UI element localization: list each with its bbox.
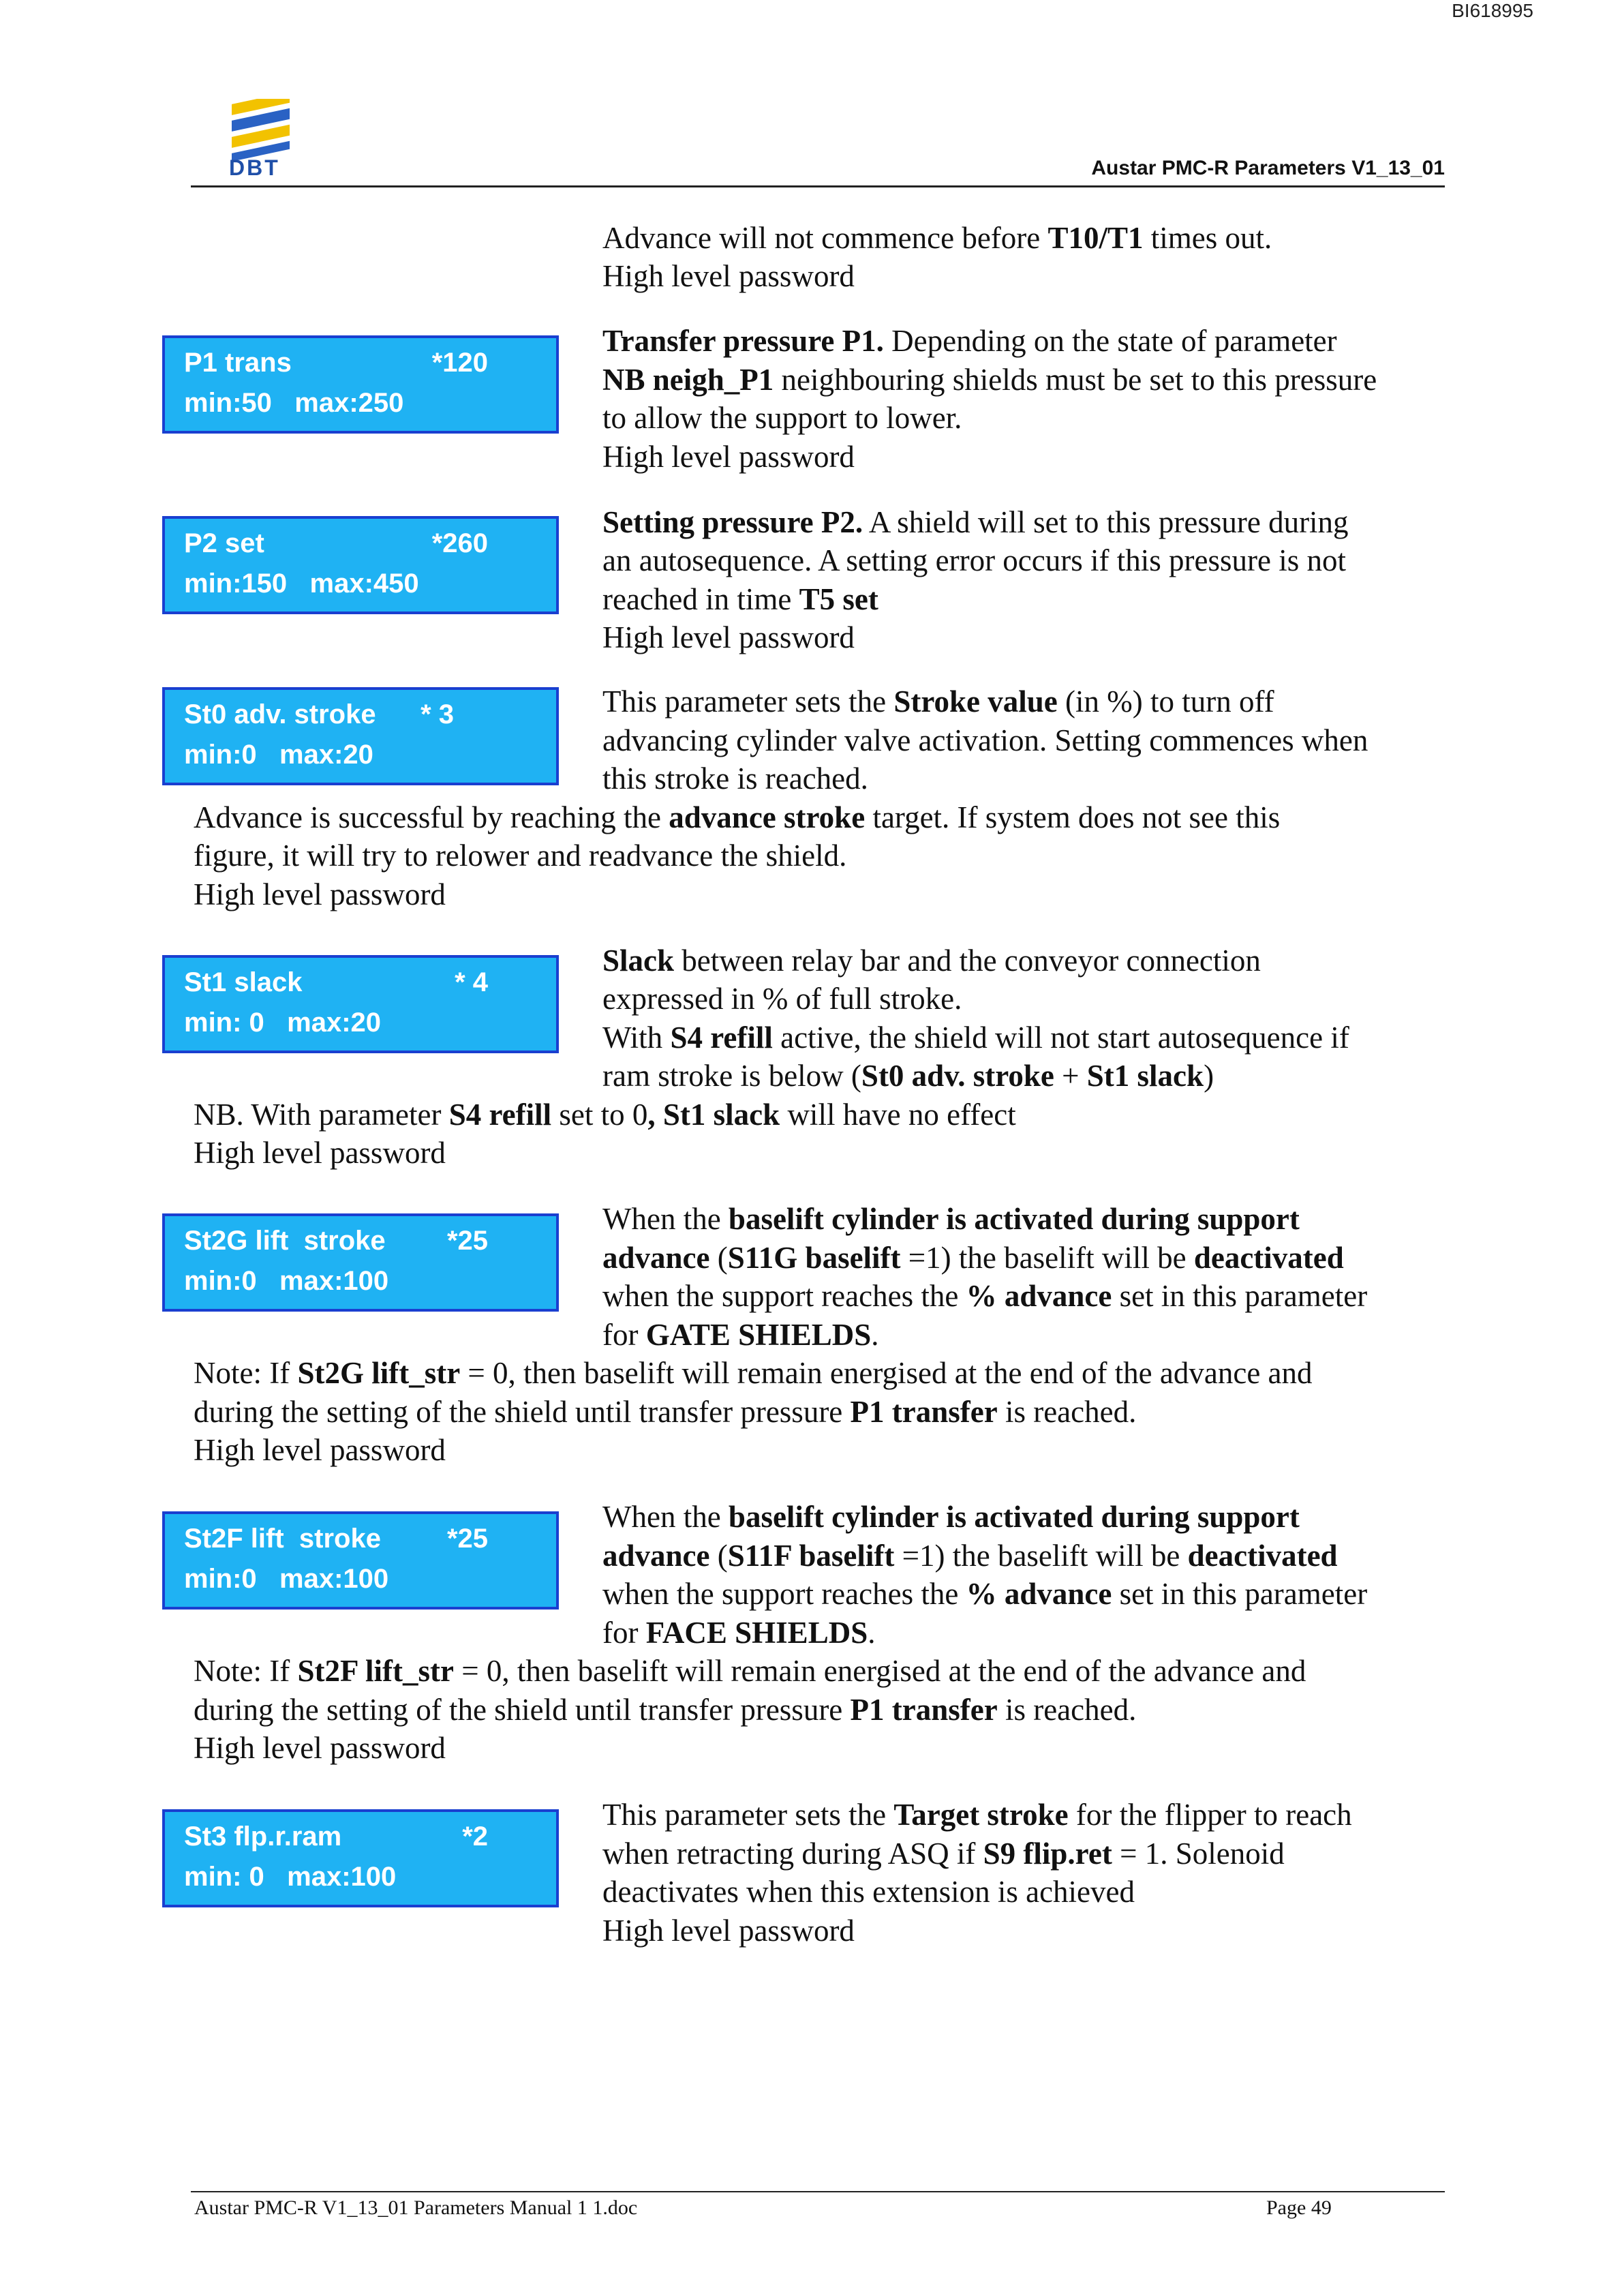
- param-value: *25: [446, 1226, 488, 1256]
- param-name: St1 slack: [184, 967, 303, 997]
- intro-password: High level password: [602, 259, 855, 293]
- param-value: *260: [431, 528, 488, 558]
- param-name: St2G lift stroke: [184, 1226, 386, 1256]
- param-range: min:50 max:250: [184, 388, 404, 418]
- st2f-note-line1: Note: If St2F lift_str = 0, then baselift will remain energised at the end of the advance and: [194, 1654, 1306, 1688]
- document-id: BI618995: [1452, 0, 1533, 21]
- header-title: Austar PMC-R Parameters V1_13_01: [1091, 157, 1445, 179]
- p2-desc-line1: Setting pressure P2. A shield will set to this pressure during: [602, 505, 1349, 539]
- st0-password: High level password: [194, 877, 446, 911]
- param-range: min:150 max:450: [184, 569, 419, 599]
- st2g-password: High level password: [194, 1433, 446, 1467]
- st2g-note-line2: during the setting of the shield until transfer pressure P1 transfer is reached.: [194, 1395, 1137, 1429]
- param-name: St2F lift stroke: [184, 1524, 381, 1554]
- logo-text: DBT: [229, 155, 280, 180]
- param-range: min:0 max:20: [184, 740, 373, 770]
- param-box-p1-trans: [162, 335, 559, 434]
- p1-desc-line2: NB neigh_P1 neighbouring shields must be set to this pressure: [602, 363, 1377, 397]
- p2-password: High level password: [602, 620, 855, 654]
- st3-desc-line1: This parameter sets the Target stroke for the flipper to reach: [602, 1798, 1352, 1832]
- param-value: *25: [446, 1524, 488, 1554]
- param-box-p2-set: [162, 516, 559, 614]
- page-number: Page 49: [1266, 2196, 1332, 2219]
- st0-full-line2: figure, it will try to relower and readvance the shield.: [194, 839, 847, 873]
- st2f-desc-line2: advance (S11F baselift =1) the baselift will be deactivated: [602, 1539, 1338, 1573]
- param-range: min: 0 max:100: [184, 1862, 397, 1892]
- param-range: min: 0 max:20: [184, 1008, 382, 1038]
- st2g-desc-line1: When the baselift cylinder is activated during support: [602, 1202, 1300, 1236]
- p1-desc-line1: Transfer pressure P1. Depending on the state of parameter: [602, 324, 1337, 358]
- param-name: St0 adv. stroke: [184, 699, 376, 729]
- param-value: *120: [431, 348, 488, 378]
- param-value: * 4: [455, 967, 488, 997]
- param-name: P2 set: [184, 528, 264, 558]
- st0-desc-line2: advancing cylinder valve activation. Setting commences when: [602, 723, 1368, 757]
- p2-desc-line2: an autosequence. A setting error occurs if this pressure is not: [602, 543, 1346, 577]
- header-divider: [191, 185, 1445, 187]
- p2-desc-line3: reached in time T5 set: [602, 582, 878, 616]
- param-range: min:0 max:100: [184, 1564, 389, 1594]
- p1-desc-line3: to allow the support to lower.: [602, 401, 962, 435]
- param-name: St3 flp.r.ram: [184, 1822, 342, 1852]
- param-box-st2f-lift-stroke: [162, 1511, 559, 1610]
- param-value: * 3: [420, 699, 454, 729]
- st2g-desc-line4: for GATE SHIELDS.: [602, 1318, 879, 1352]
- param-box-st0-adv-stroke: [162, 687, 559, 785]
- param-box-st1-slack: [162, 955, 559, 1053]
- st3-desc-line2: when retracting during ASQ if S9 flip.ret = 1. Solenoid: [602, 1837, 1285, 1871]
- st1-desc-line1: Slack between relay bar and the conveyor connection: [602, 943, 1261, 978]
- intro-line: Advance will not commence before T10/T1 times out.: [602, 221, 1272, 255]
- st0-desc-line3: this stroke is reached.: [602, 761, 868, 796]
- footer-divider: [191, 2191, 1445, 2192]
- st0-full-line1: Advance is successful by reaching the advance stroke target. If system does not see this: [194, 800, 1281, 834]
- param-name: P1 trans: [184, 348, 292, 378]
- st2f-desc-line3: when the support reaches the % advance set in this parameter: [602, 1577, 1368, 1611]
- st3-desc-line3: deactivates when this extension is achieved: [602, 1875, 1135, 1909]
- st2f-desc-line1: When the baselift cylinder is activated during support: [602, 1500, 1300, 1534]
- st1-full-line1: NB. With parameter S4 refill set to 0, St1 slack will have no effect: [194, 1098, 1016, 1132]
- st1-password: High level password: [194, 1136, 446, 1170]
- param-box-st3-flp-r-ram: [162, 1809, 559, 1907]
- st2g-note-line1: Note: If St2G lift_str = 0, then baselift will remain energised at the end of the advance and: [194, 1356, 1313, 1390]
- st0-desc-line1: This parameter sets the Stroke value (in %) to turn off: [602, 684, 1274, 719]
- p1-password: High level password: [602, 440, 855, 474]
- st1-desc-line2: expressed in % of full stroke.: [602, 982, 962, 1016]
- st1-desc-line4: ram stroke is below (St0 adv. stroke + St1 slack): [602, 1059, 1214, 1093]
- st2f-desc-line4: for FACE SHIELDS.: [602, 1616, 876, 1650]
- st3-password: High level password: [602, 1914, 855, 1948]
- param-value: *2: [462, 1822, 488, 1852]
- st2g-desc-line3: when the support reaches the % advance set in this parameter: [602, 1279, 1368, 1313]
- st2f-password: High level password: [194, 1731, 446, 1765]
- st1-desc-line3: With S4 refill active, the shield will not start autosequence if: [602, 1021, 1349, 1055]
- st2f-note-line2: during the setting of the shield until transfer pressure P1 transfer is reached.: [194, 1693, 1137, 1727]
- param-box-st2g-lift-stroke: [162, 1213, 559, 1312]
- footer-filename: Austar PMC-R V1_13_01 Parameters Manual 1 1.doc: [194, 2196, 638, 2219]
- param-range: min:0 max:100: [184, 1266, 389, 1296]
- st2g-desc-line2: advance (S11G baselift =1) the baselift will be deactivated: [602, 1241, 1344, 1275]
